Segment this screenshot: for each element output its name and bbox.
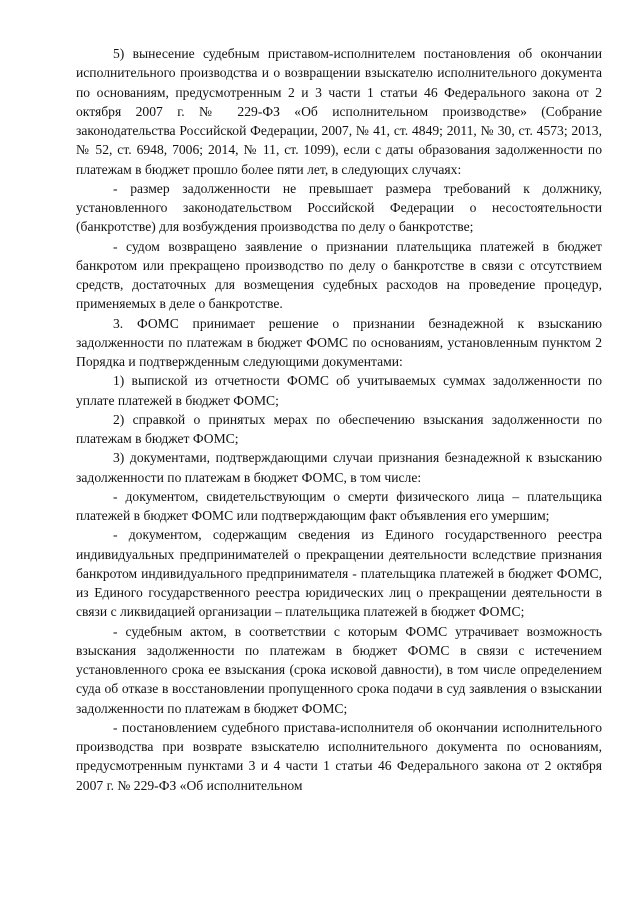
paragraph-registry-document: - документом, содержащим сведения из Единого государственного реестра индивидуальных предпринимателей о прекращении деятельности вследствие признания банкротом индивидуального предпринимателя - плательщика платежей в бюджет ФОМС, из Единого государственного реестра юридических лиц о прекращении деятельности в связи с ликвидацией организации – плательщика платежей в бюджет ФОМС; bbox=[76, 527, 602, 620]
paragraph-death-document: - документом, свидетельствующим о смерти физического лица – плательщика платежей в бюджет ФОМС или подтверждающим факт объявления его умершим; bbox=[76, 488, 602, 523]
paragraph-bankruptcy-returned: - судом возвращено заявление о признании плательщика платежей в бюджет банкротом или прекращено производство по делу о банкротстве в связи с отсутствием средств, достаточных для возмещения судебных расходов на проведение процедур, применяемых в деле о банкротстве. bbox=[76, 238, 602, 312]
paragraph-debt-threshold: - размер задолженности не превышает размера требований к должнику, установленного законодательством Российской Федерации о несостоятельности (банкротстве) для возбуждения производства по делу о банкротстве; bbox=[76, 180, 602, 235]
paragraph-doc-3-supporting-documents: 3) документами, подтверждающими случаи признания безнадежной к взысканию задолженности по платежам в бюджет ФОМС, в том числе: bbox=[76, 450, 602, 485]
paragraph-doc-1-report-extract: 1) выпиской из отчетности ФОМС об учитываемых суммах задолженности по уплате платежей в бюджет ФОМС; bbox=[76, 373, 602, 408]
paragraph-doc-2-measures-certificate: 2) справкой о принятых мерах по обеспечению взыскания задолженности по платежам в бюджет ФОМС; bbox=[76, 411, 602, 446]
paragraph-section-3: 3. ФОМС принимает решение о признании безнадежной к взысканию задолженности по платежам в бюджет ФОМС по основаниям, установленным пунктом 2 Порядка и подтвержденным следующими документами: bbox=[76, 315, 602, 369]
paragraph-bailiff-resolution: - постановлением судебного пристава-исполнителя об окончании исполнительного производства при возврате взыскателю исполнительного документа по основаниям, предусмотренным пунктами 3 и 4 части 1 статьи 46 Федерального закона от 2 октября 2007 г. № 229-ФЗ «Об исполнительном bbox=[76, 719, 602, 793]
paragraph-item-5-enforcement: 5) вынесение судебным приставом-исполнителем постановления об окончании исполнительного производства и о возвращении взыскателю исполнительного документа по основаниям, предусмотренным 2 и 3 части 1 статьи 46 Федерального закона от 2 октября 2007 г. № 229-ФЗ «Об исполнительном производстве» (Собрание законодательства Российской Федерации, 2007, № 41, ст. 4849; 2011, № 30, ст. 4573; 2013, № 52, ст. 6948, 7006; 2014, № 11, ст. 1099), если с даты образования задолженности по платежам в бюджет прошло более пяти лет, в следующих случаях: bbox=[76, 46, 602, 177]
paragraph-court-act: - судебным актом, в соответствии с которым ФОМС утрачивает возможность взыскания задолженности по платежам в бюджет ФОМС в связи с истечением установленного срока ее взыскания (срока исковой давности), в том числе определением суда об отказе в восстановлении пропущенного срока подачи в суд заявления о взыскании задолженности по платежам в бюджет ФОМС; bbox=[76, 623, 602, 716]
